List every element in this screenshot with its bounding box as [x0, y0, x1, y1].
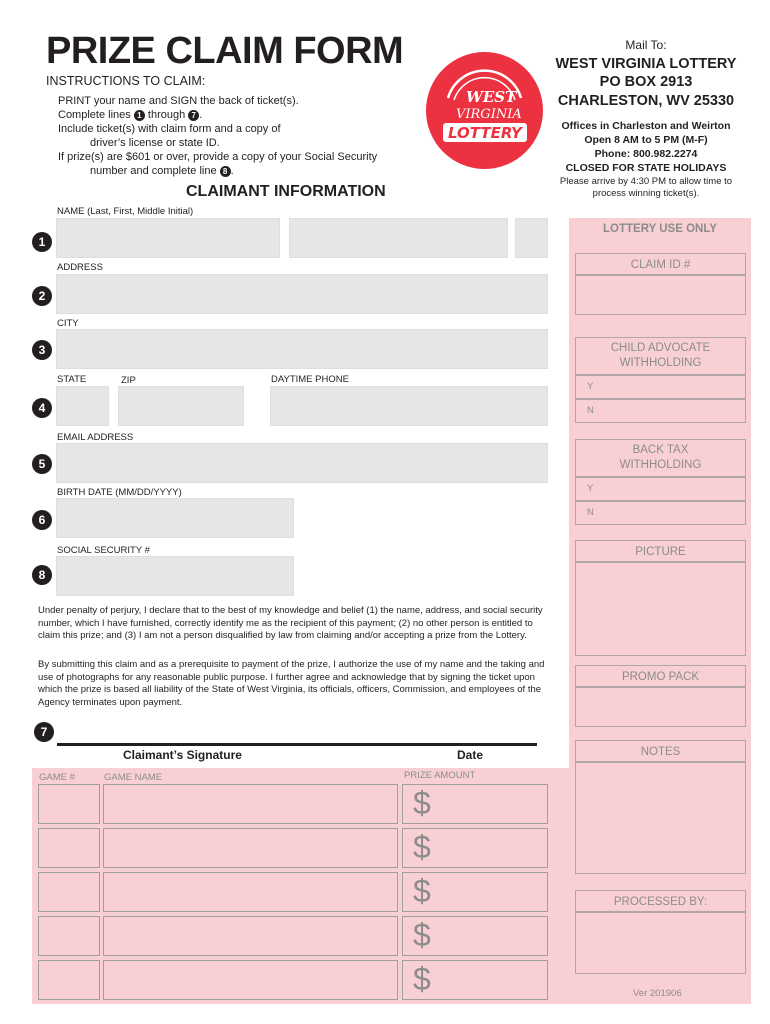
name-label: NAME (Last, First, Middle Initial) — [57, 206, 194, 217]
prize-amount-cell[interactable] — [402, 828, 548, 868]
processed-by-field[interactable] — [575, 912, 746, 974]
notes-header-box — [575, 740, 746, 762]
instruction-ssn: If prize(s) are $601 or over, provide a copy of your Social Security — [58, 151, 378, 163]
game-number-cell[interactable] — [38, 916, 100, 956]
section-title-claimant: CLAIMANT INFORMATION — [186, 183, 386, 200]
wv-lottery-logo — [426, 52, 543, 169]
line-number-4: 4 — [32, 398, 52, 418]
state-label: STATE — [57, 374, 87, 385]
birth-date-label: BIRTH DATE (MM/DD/YYYY) — [57, 487, 182, 498]
logo-text-west: WEST — [466, 88, 517, 106]
mail-to-label: Mail To: — [625, 38, 667, 52]
first-name-field[interactable] — [289, 218, 508, 258]
dollar-sign: $ — [413, 961, 431, 997]
game-number-cell[interactable] — [38, 828, 100, 868]
logo-text-lottery: LOTTERY — [448, 124, 522, 142]
form-title: PRIZE CLAIM FORM — [46, 30, 404, 72]
mail-city: CHARLESTON, WV 25330 — [557, 93, 735, 109]
ssn-label: SOCIAL SECURITY # — [57, 545, 150, 556]
mail-po-box: PO BOX 2913 — [599, 74, 693, 90]
notes-label: NOTES — [640, 746, 681, 758]
back-tax-yes-field[interactable] — [575, 477, 746, 501]
instruction-text: Complete lines — [58, 109, 131, 121]
dollar-sign: $ — [413, 917, 431, 953]
ssn-field[interactable] — [56, 556, 294, 596]
prize-amount-header: PRIZE AMOUNT — [404, 770, 476, 781]
back-tax-no-field[interactable] — [575, 501, 746, 525]
city-label: CITY — [57, 318, 79, 329]
child-advocate-header-box — [575, 337, 746, 375]
picture-header-box — [575, 540, 746, 562]
promo-pack-field[interactable] — [575, 687, 746, 727]
city-field[interactable] — [56, 329, 548, 369]
processed-by-label: PROCESSED BY: — [613, 896, 708, 908]
line-number-6: 6 — [32, 510, 52, 530]
signature-line[interactable] — [57, 743, 537, 746]
yes-label: Y — [587, 381, 594, 392]
child-advocate-yes-field[interactable] — [575, 375, 746, 399]
closed-notice: CLOSED FOR STATE HOLIDAYS — [565, 162, 727, 174]
zip-label: ZIP — [121, 375, 136, 386]
prize-amount-cell[interactable] — [402, 916, 548, 956]
phone-label: DAYTIME PHONE — [271, 374, 349, 385]
zip-field[interactable] — [118, 386, 244, 426]
line-number-1: 1 — [32, 232, 52, 252]
prize-amount-cell[interactable] — [402, 872, 548, 912]
picture-label: PICTURE — [635, 546, 686, 558]
instruction-complete-lines: Complete lines 1 through 7 . — [58, 109, 203, 121]
line-number-8: 8 — [32, 565, 52, 585]
email-field[interactable] — [56, 443, 548, 483]
lottery-logo-icon — [426, 52, 543, 169]
signature-label: Claimant’s Signature — [123, 748, 242, 762]
back-tax-label: BACK TAX — [632, 444, 689, 456]
game-name-header: GAME NAME — [104, 772, 163, 783]
arrive-notice-2: process winning ticket(s). — [592, 188, 700, 199]
promo-pack-label: PROMO PACK — [621, 671, 700, 683]
promo-pack-header-box — [575, 665, 746, 687]
logo-text-virginia: VIRGINIA — [456, 107, 522, 122]
email-label: EMAIL ADDRESS — [57, 432, 134, 443]
middle-initial-field[interactable] — [515, 218, 548, 258]
date-label: Date — [457, 748, 484, 762]
dollar-sign: $ — [413, 785, 431, 821]
game-number-cell[interactable] — [38, 872, 100, 912]
daytime-phone-field[interactable] — [270, 386, 548, 426]
picture-field[interactable] — [575, 562, 746, 656]
withholding-label: WITHHOLDING — [619, 459, 702, 471]
child-advocate-no-field[interactable] — [575, 399, 746, 423]
claim-id-header-box — [575, 253, 746, 275]
game-number-cell[interactable] — [38, 784, 100, 824]
line-number-badge: 8 — [220, 166, 231, 177]
line-number-3: 3 — [32, 340, 52, 360]
instruction-text: number and complete line — [90, 165, 217, 177]
prize-amount-cell[interactable] — [402, 960, 548, 1000]
instruction-license: driver’s license or state ID. — [90, 137, 220, 149]
office-phone: Phone: 800.982.2274 — [594, 148, 698, 160]
address-label: ADDRESS — [57, 262, 103, 273]
game-name-cell[interactable] — [103, 916, 398, 956]
game-number-cell[interactable] — [38, 960, 100, 1000]
line-number-2: 2 — [32, 286, 52, 306]
withholding-label: WITHHOLDING — [619, 357, 702, 369]
prize-amount-cell[interactable] — [402, 784, 548, 824]
office-hours: Open 8 AM to 5 PM (M-F) — [584, 134, 708, 146]
game-name-cell[interactable] — [103, 784, 398, 824]
instructions-heading: INSTRUCTIONS TO CLAIM: — [46, 74, 206, 88]
game-name-cell[interactable] — [103, 872, 398, 912]
line-number-badge: 1 — [134, 110, 145, 121]
perjury-statement: Under penalty of perjury, I declare that to the best of my knowledge and belief (1) the name, address, and social security number, which I have furnished, correctly identify me as the recipient of this payment; (2) no other person is entitled to claim this prize; and (3) I am not a person disqualified by law from claiming and/or accepting a prize from the Lottery. — [38, 605, 543, 641]
arrive-notice-1: Please arrive by 4:30 PM to allow time to — [559, 176, 733, 187]
line-number-5: 5 — [32, 454, 52, 474]
child-advocate-label: CHILD ADVOCATE — [610, 342, 711, 354]
birth-date-field[interactable] — [56, 498, 294, 538]
dollar-sign: $ — [413, 873, 431, 909]
game-number-header: GAME # — [39, 772, 75, 783]
notes-field[interactable] — [575, 762, 746, 874]
instruction-text: through — [147, 109, 186, 121]
version-label: Ver 201906 — [633, 988, 682, 999]
instruction-include: Include ticket(s) with claim form and a copy of — [58, 123, 281, 135]
office-locations: Offices in Charleston and Weirton — [561, 120, 731, 132]
line-number-badge: 7 — [188, 110, 199, 121]
game-name-cell[interactable] — [103, 828, 398, 868]
game-name-cell[interactable] — [103, 960, 398, 1000]
address-field[interactable] — [56, 274, 548, 314]
claim-id-label: CLAIM ID # — [630, 259, 691, 271]
line-number-7: 7 — [34, 722, 54, 742]
processed-by-header-box — [575, 890, 746, 912]
no-label: N — [587, 507, 594, 518]
claim-id-field[interactable] — [575, 275, 746, 315]
back-tax-header-box — [575, 439, 746, 477]
authorization-statement: By submitting this claim and as a prerequisite to payment of the prize, I authorize the use of my name and the taking and use of photographs for any reasonable public purpose. I further agree and acknowledge that by signing the ticket upon which the prize is based all liability of the State of West Virginia, its officials, officers, Commission, and employees of the Agency terminates upon payment. — [38, 659, 545, 708]
no-label: N — [587, 405, 594, 416]
last-name-field[interactable] — [56, 218, 280, 258]
state-field[interactable] — [56, 386, 109, 426]
mail-name: WEST VIRGINIA LOTTERY — [555, 56, 737, 72]
yes-label: Y — [587, 483, 594, 494]
instruction-line8: number and complete line 8 . — [90, 165, 234, 177]
lottery-use-heading: LOTTERY USE ONLY — [603, 223, 717, 235]
instruction-print: PRINT your name and SIGN the back of ticket(s). — [58, 95, 299, 107]
dollar-sign: $ — [413, 829, 431, 865]
